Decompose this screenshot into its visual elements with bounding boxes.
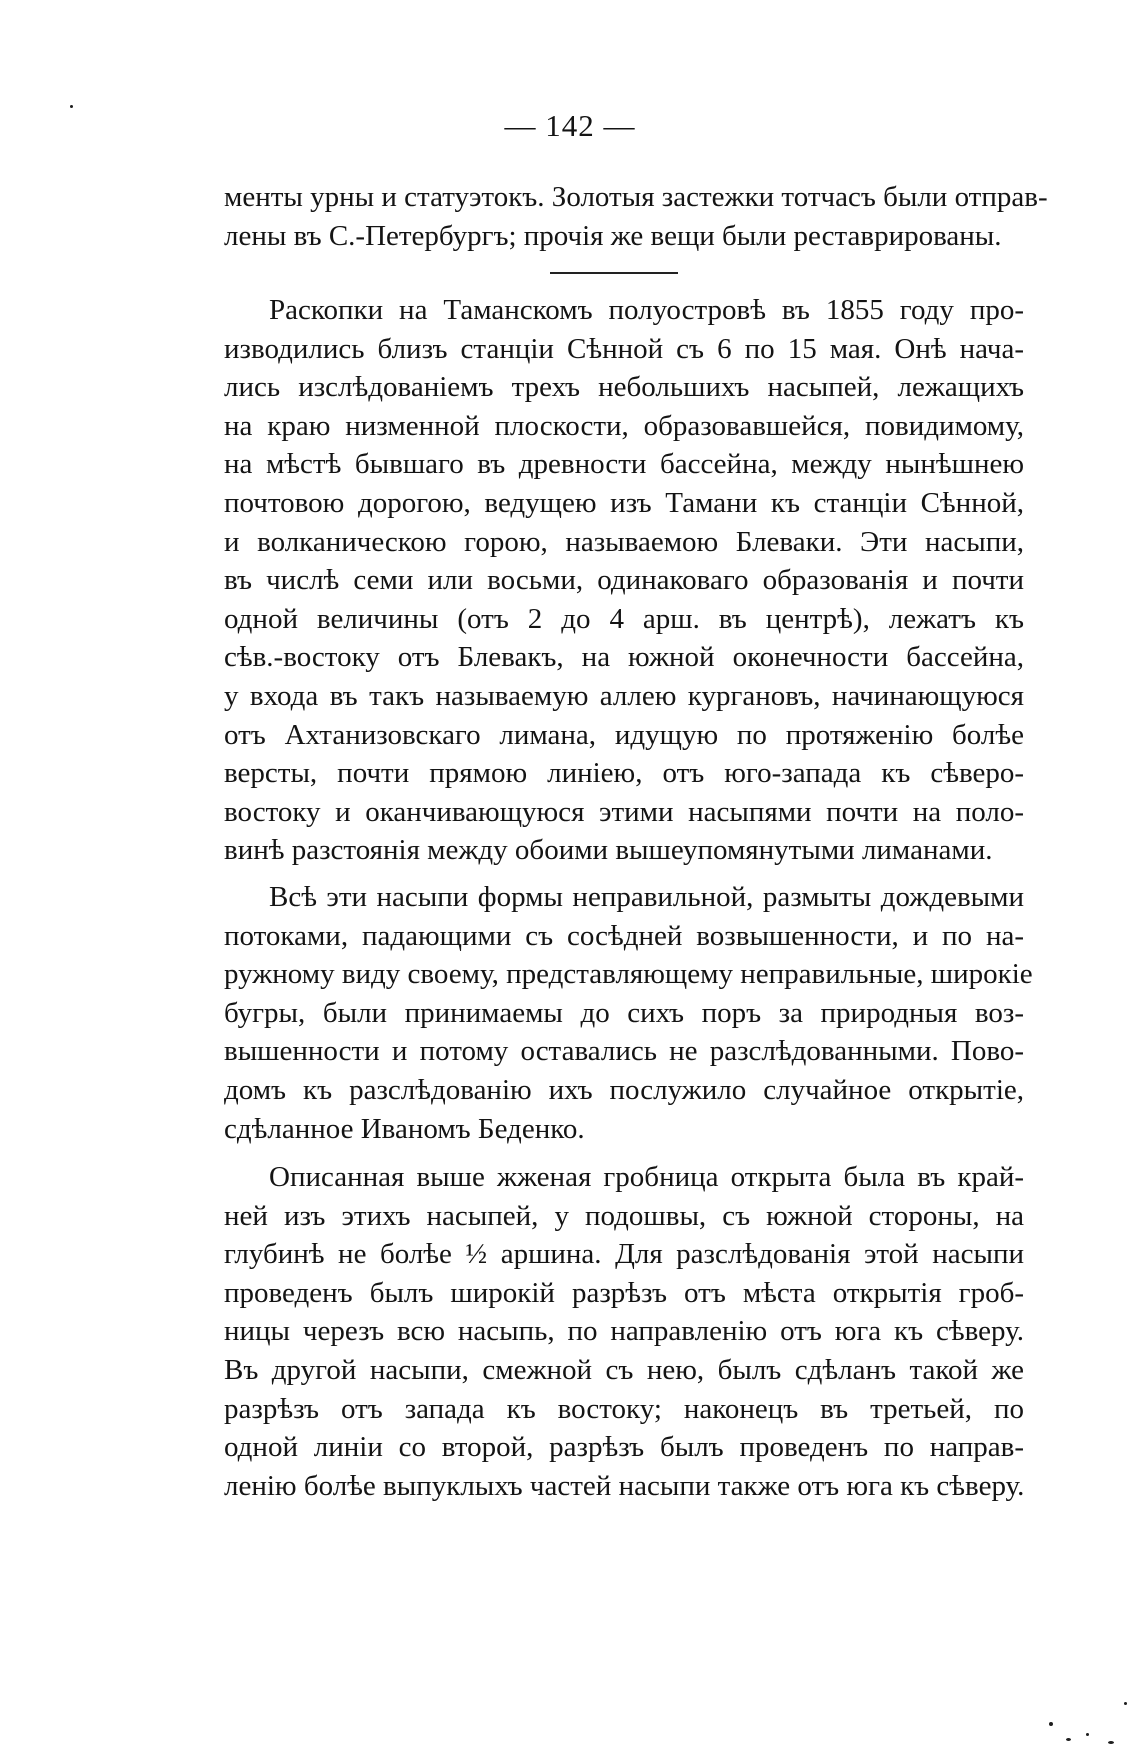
paragraph-2 bbox=[224, 878, 1033, 1148]
paragraph-1 bbox=[224, 291, 1024, 870]
text-line: Раскопки на Таманскомъ полуостровѣ въ 1855 году про- bbox=[269, 294, 1024, 326]
text-line: версты, почти прямою линіею, отъ юго-запада къ сѣверо- bbox=[224, 757, 1024, 790]
text-line: сдѣланное Иваномъ Беденко. bbox=[224, 1112, 585, 1145]
text-line: отъ Ахтанизовскаго лимана, идущую по протяженію болѣе bbox=[224, 718, 1024, 751]
text-line: изводились близъ станціи Сѣнной съ 6 по 15 мая. Онѣ нача- bbox=[224, 332, 1024, 365]
text-line: разрѣзъ отъ запада къ востоку; наконецъ въ третьей, по bbox=[224, 1392, 1024, 1425]
section-divider bbox=[550, 272, 678, 274]
text-line: въ числѣ семи или восьми, одинаковаго образованія и почти bbox=[224, 564, 1024, 597]
scan-speck bbox=[1124, 1702, 1127, 1705]
text-line: ленію болѣе выпуклыхъ частей насыпи также отъ юга къ сѣверу. bbox=[224, 1469, 1025, 1502]
text-line: вышенности и потому оставались не разслѣдованными. Пово- bbox=[224, 1035, 1024, 1068]
text-line: ней изъ этихъ насыпей, у подошвы, съ южной стороны, на bbox=[224, 1199, 1024, 1232]
text-line: на краю низменной плоскости, образовавшейся, повидимому, bbox=[224, 409, 1024, 442]
text-line: ницы черезъ всю насыпь, по направленію отъ юга къ сѣверу. bbox=[224, 1315, 1024, 1348]
scan-speck bbox=[1108, 1741, 1114, 1744]
scan-speck bbox=[1049, 1722, 1053, 1726]
text-line: лены въ С.-Петербургъ; прочія же вещи были реставрированы. bbox=[224, 219, 1002, 252]
text-line: востоку и оканчивающуюся этими насыпями почти на поло- bbox=[224, 795, 1024, 828]
text-line: одной величины (отъ 2 до 4 арш. въ центрѣ), лежатъ къ bbox=[224, 602, 1024, 635]
text-line: ружному виду своему, представляющему неправильные, широкіе bbox=[224, 958, 1033, 991]
text-line: Въ другой насыпи, смежной съ нею, былъ сдѣланъ такой же bbox=[224, 1353, 1024, 1386]
text-line: домъ къ разслѣдованію ихъ послужило случайное открытіе, bbox=[224, 1073, 1024, 1106]
text-line: почтовою дорогою, ведущею изъ Тамани къ станціи Сѣнной, bbox=[224, 486, 1024, 519]
text-line: одной линіи со второй, разрѣзъ былъ проведенъ по направ- bbox=[224, 1431, 1024, 1464]
text-line: глубинѣ не болѣе ½ аршина. Для разслѣдованія этой насыпи bbox=[224, 1238, 1024, 1271]
text-line: бугры, были принимаемы до сихъ поръ за природныя воз- bbox=[224, 996, 1024, 1029]
text-line: Всѣ эти насыпи формы неправильной, размыты дождевыми bbox=[269, 881, 1024, 913]
text-line: винѣ разстоянія между обоими вышеупомянутыми лиманами. bbox=[224, 834, 993, 867]
text-line: лись изслѣдованіемъ трехъ небольшихъ насыпей, лежащихъ bbox=[224, 371, 1024, 404]
text-line: проведенъ былъ широкій разрѣзъ отъ мѣста открытія гроб- bbox=[224, 1276, 1024, 1309]
continuation-text bbox=[224, 178, 1048, 255]
scan-speck bbox=[1086, 1733, 1089, 1736]
page-number: — 142 — bbox=[504, 108, 636, 143]
text-line: на мѣстѣ бывшаго въ древности бассейна, между нынѣшнею bbox=[224, 448, 1024, 481]
text-line: менты урны и статуэтокъ. Золотыя застежки тотчасъ были отправ- bbox=[224, 181, 1048, 213]
paragraph-3 bbox=[224, 1158, 1024, 1505]
text-line: потоками, падающими съ сосѣдней возвышенности, и по на- bbox=[224, 919, 1024, 952]
scan-speck bbox=[70, 105, 73, 108]
text-line: Описанная выше жженая гробница открыта была въ край- bbox=[269, 1161, 1024, 1193]
text-line: сѣв.-востоку отъ Блевакъ, на южной оконечности бассейна, bbox=[224, 641, 1024, 674]
text-line: у входа въ такъ называемую аллею кургановъ, начинающуюся bbox=[224, 679, 1024, 712]
text-line: и волканическою горою, называемою Блеваки. Эти насыпи, bbox=[224, 525, 1024, 558]
scan-speck bbox=[1066, 1738, 1071, 1741]
